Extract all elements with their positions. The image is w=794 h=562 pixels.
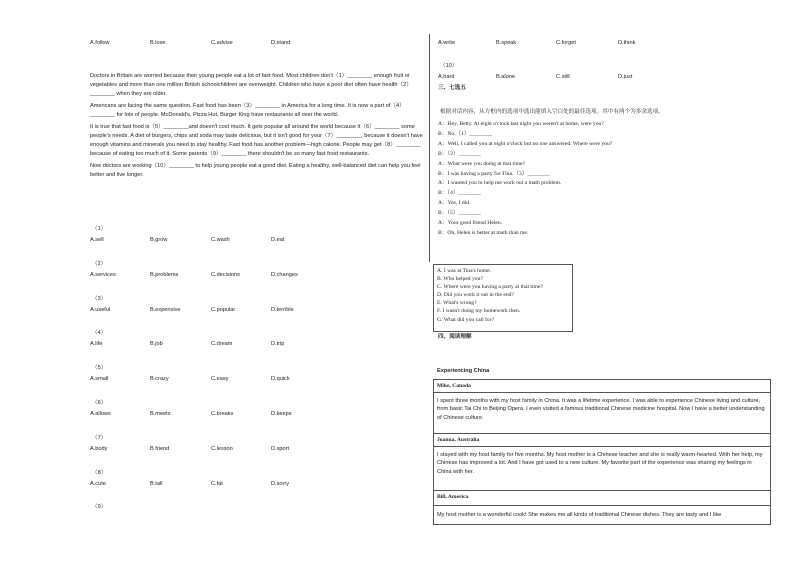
option-b: B.alone	[496, 74, 515, 80]
option-c: C.still	[556, 74, 570, 80]
option-a: A.cute	[90, 480, 106, 487]
option-d: D.sport	[271, 445, 290, 452]
entry-bill	[434, 491, 770, 525]
row-divider	[434, 392, 770, 393]
option-b: B.grow	[150, 237, 168, 243]
option-d: D.eat	[271, 237, 285, 243]
passage-paragraph: It is true that fast food is（5）________and doesn't cost much. It gets popular all around the world because it（6）________ some people's needs. A diet of burgers, chips and soda may taste delicious, but it isn't good for your（7）________, because it doesn't have enough vitamins and minerals you need to stay healthy. Fast food has another problem—high calorie. People may get（8）________ because of eating too much of it. Some parents（9）________ there shouldn't be so many fast food restaurants.	[90, 124, 423, 157]
question-number: （6）	[92, 400, 107, 406]
passage-paragraph: Doctors in Britain are worried because their young people eat a lot of fast food. Most children don't（1）________ enough fruit or vegetables and more than one million British schoolchildren are overweight. Children who have a poor diet often have health（2）________ when they are older.	[90, 73, 412, 97]
reading-title: Experiencing China	[437, 368, 490, 374]
question-number: （5）	[92, 365, 107, 372]
option-c: C.wash	[211, 237, 230, 243]
option-a: A.allows	[90, 411, 111, 417]
entry-name: Joanna, Australia	[437, 437, 480, 443]
dialogue-line: A：Hey, Betty. At eight o'clock last night you weren't at home, were you?	[438, 121, 604, 127]
option-d: D.just	[618, 74, 633, 80]
passage-paragraph: Americans are facing the same question. Fast food has been（3）________ in America for a long time. It is now a part of（4）________ for lots of people. McDonald's, Pizza Hut, Burger King have restaurants all over the world.	[90, 103, 405, 118]
dialogue-line: B：Oh, Helen is better at math than me.	[438, 229, 529, 236]
column-divider	[429, 34, 430, 262]
section-title: 四、阅读理解	[438, 334, 472, 340]
entry-text: I stayed with my host family for five months. My host mother is a Chinese teacher and she is really warm-hearted. With her help, my Chinese has improved a lot. And I have got used to a new culture. My favorite part of the experience was sharing my feelings in China with her.	[437, 452, 763, 475]
entry-name: Mike, Canada	[437, 383, 471, 389]
option-a: A.useful	[90, 306, 111, 313]
dialogue-line: A：Well, I called you at eight o'clock but no one answered. Where were you?	[438, 140, 613, 147]
option-d: D.changes	[271, 271, 298, 278]
choice-item: C. Where were you having a party at that time?	[437, 284, 543, 291]
choices-box	[433, 264, 573, 332]
entry-name: Bill, America	[437, 494, 469, 500]
choice-item: G. What did you call for?	[437, 316, 495, 323]
option-a: A.small	[90, 376, 109, 383]
row-divider	[434, 446, 770, 447]
question-number: （7）	[92, 434, 107, 441]
passage	[90, 72, 426, 180]
option-a: A.body	[90, 445, 108, 452]
option-a: A.services	[90, 271, 116, 278]
option-d: D.think	[618, 40, 636, 46]
passage-paragraph: Now doctors are working（10）________ to help young people eat a good diet. Eating a healthy, well-balanced diet can help you feel better and live longer.	[90, 163, 421, 178]
question-number: （3）	[92, 295, 107, 302]
option-d: D.keeps	[271, 411, 292, 417]
choice-item: D. Did you work it out in the end?	[437, 292, 514, 299]
question-number: （8）	[92, 469, 107, 476]
option-d: D.quick	[271, 376, 290, 383]
option-a: A.follow	[90, 40, 110, 46]
entry-mike	[434, 380, 770, 432]
option-a: A.write	[438, 40, 456, 46]
option-c: C.forget	[556, 40, 576, 46]
option-b: B.meets	[150, 411, 171, 417]
option-c: C.dream	[211, 341, 233, 348]
dialogue-line: B：（4）________	[438, 190, 481, 197]
dialogue-line: A：Yes, I did.	[438, 200, 471, 207]
question-number: （10）	[440, 63, 458, 69]
option-b: B.speak	[496, 40, 517, 46]
entry-text: My host mother is a wonderful cook! She makes me all kinds of traditional Chinese dishes. They are tasty and I like	[437, 512, 722, 518]
option-d: D.stand	[271, 40, 291, 46]
option-c: C.popular	[211, 306, 236, 313]
option-b: B.job	[150, 341, 163, 348]
entry-text: I spent three months with my host family in China. It was a lifetime experience. I was able to experience Chinese living and culture, from basic Tai Chi to Beijing Opera. I even visited a famous traditional Chinese medicine hospital. Now I have a better understanding of Chinese culture.	[437, 398, 765, 421]
option-c: C.breaks	[211, 411, 234, 417]
dialogue-line: B：（5）________	[438, 210, 481, 217]
dialogue-line: B：No.（1）________	[438, 130, 492, 137]
option-a: A.life	[90, 341, 103, 348]
entry-joanna	[434, 434, 770, 490]
question-number: （1）	[92, 226, 107, 232]
dialogue-line: A：Your good friend Helen.	[438, 220, 503, 227]
option-b: B.problems	[150, 271, 179, 278]
option-d: D.sorry	[271, 480, 290, 487]
option-d: D.trip	[271, 341, 285, 348]
option-b: B.expensive	[150, 306, 181, 313]
dialogue-line: B：I was having a party for Tina.（3）________	[438, 170, 550, 177]
dialogue-line: B：（2）________	[438, 150, 481, 157]
option-c: C.fat	[211, 480, 223, 487]
dialogue-line: A：What were you doing at that time?	[438, 160, 525, 167]
dialogue	[438, 120, 768, 239]
choice-item: F. I wasn't doing my homework then.	[437, 308, 521, 315]
choice-item: B. Who helped you?	[437, 276, 483, 283]
option-b: B.friend	[150, 445, 170, 452]
question-number: （9）	[92, 504, 107, 511]
section-title: 三、七选五	[438, 85, 466, 91]
option-d: D.terrible	[271, 306, 294, 313]
question-number: （4）	[92, 330, 107, 337]
option-c: C.decisions	[211, 271, 240, 278]
option-b: B.crazy	[150, 376, 169, 383]
reading-table	[433, 379, 771, 525]
option-b: B.tall	[150, 480, 163, 487]
section-instruction: 根据对话内容，从方框内的选项中选出能填入空白处的最佳选项。其中有两个为多余选项。	[440, 109, 664, 115]
dialogue-line: A：I wanted you to help me work out a math problem.	[438, 180, 562, 187]
choice-item: E. What's wrong?	[437, 300, 477, 307]
option-b: B.lose	[150, 40, 166, 46]
choices-list	[434, 265, 572, 324]
option-a: A.sell	[90, 237, 104, 243]
option-a: A.hard	[438, 74, 455, 80]
option-c: C.advise	[211, 40, 233, 46]
option-c: C.easy	[211, 376, 229, 383]
row-divider	[434, 505, 770, 506]
choice-item: A. I was at Tina's home.	[437, 268, 491, 274]
question-number: （2）	[92, 260, 107, 267]
option-c: C.lesson	[211, 445, 233, 452]
